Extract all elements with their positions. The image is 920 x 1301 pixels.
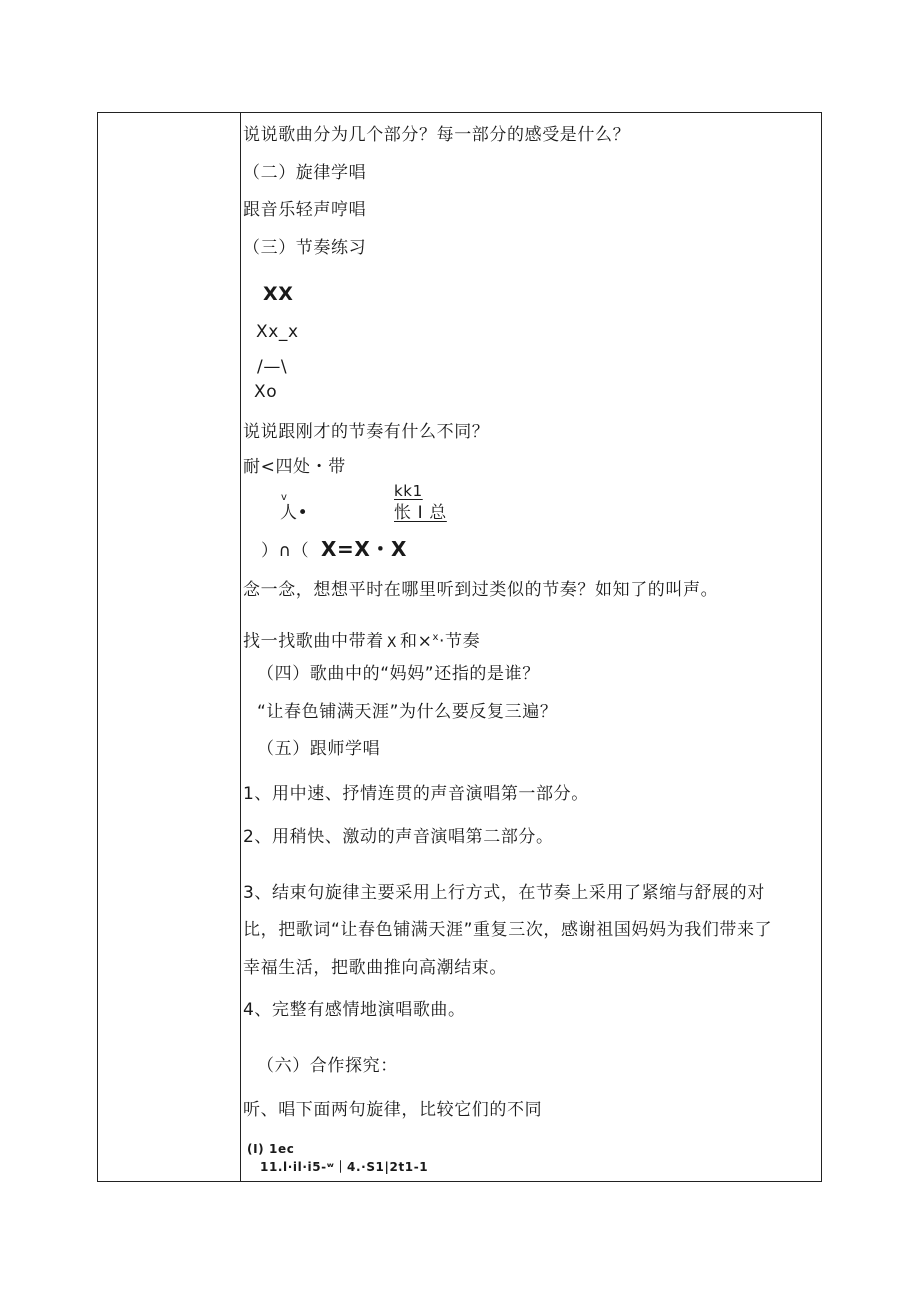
rhythm-ren: 人• [280,503,309,523]
heading-mama-meaning: （四）歌曲中的“妈妈”还指的是谁？ [257,664,540,684]
step-1: 1、用中速、抒情连贯的声音演唱第一部分。 [243,784,589,804]
rhythm-slur: /—\ [257,357,288,377]
rhythm-zhang: 怅 I 总 [394,503,447,523]
heading-cooperative-inquiry: （六）合作探究： [257,1056,398,1076]
step-3-line-2: 比，把歌词“让春色铺满天涯”重复三次，感谢祖国妈妈为我们带来了 [243,920,773,940]
rhythm-xx: XX [263,283,294,305]
notation-melody: 11.l·il·i5-ʷ｜4.·S1|2t1-1 [260,1160,429,1174]
question-repeat-three: “让春色铺满天涯”为什么要反复三遍？ [257,702,558,722]
rhythm-xx-x: Xx_x [256,322,299,342]
accent-mark: v [281,492,288,503]
question-sections: 说说歌曲分为几个部分？每一部分的感受是什么？ [243,125,631,145]
read-aloud-text: 念一念，想想平时在哪里听到过类似的节奏？如知了的叫声。 [243,580,719,600]
rhythm-xo: Xo [254,382,278,402]
step-3-line-1: 3、结束句旋律主要采用上行方式，在节奏上采用了紧缩与舒展的对 [243,883,765,903]
question-rhythm-difference: 说说跟刚才的节奏有什么不同？ [243,422,490,442]
step-4: 4、完整有感情地演唱歌曲。 [243,1000,466,1020]
rhythm-kk1: kk1 [394,482,423,500]
listen-compare-text: 听、唱下面两句旋律，比较它们的不同 [243,1100,543,1120]
find-rhythm-text: 找一找歌曲中带着 X 和×$^x$·节奏 [243,631,481,652]
heading-follow-teacher: （五）跟师学唱 [257,739,381,759]
heading-melody-learning: （二）旋律学唱 [243,163,367,183]
rhythm-bracket: ）∩（ [261,541,310,561]
column-divider [240,112,241,1182]
step-3-line-3: 幸福生活，把歌曲推向高潮结束。 [243,958,507,978]
notation-label: (I) 1ec [247,1142,295,1156]
rhythm-x-equals: X=X・X [321,537,408,561]
ocr-fragment-line: 耐<四处・带 [243,457,346,477]
step-2: 2、用稍快、激动的声音演唱第二部分。 [243,827,554,847]
heading-rhythm-practice: （三）节奏练习 [243,238,367,258]
hum-along-text: 跟音乐轻声哼唱 [243,200,367,220]
